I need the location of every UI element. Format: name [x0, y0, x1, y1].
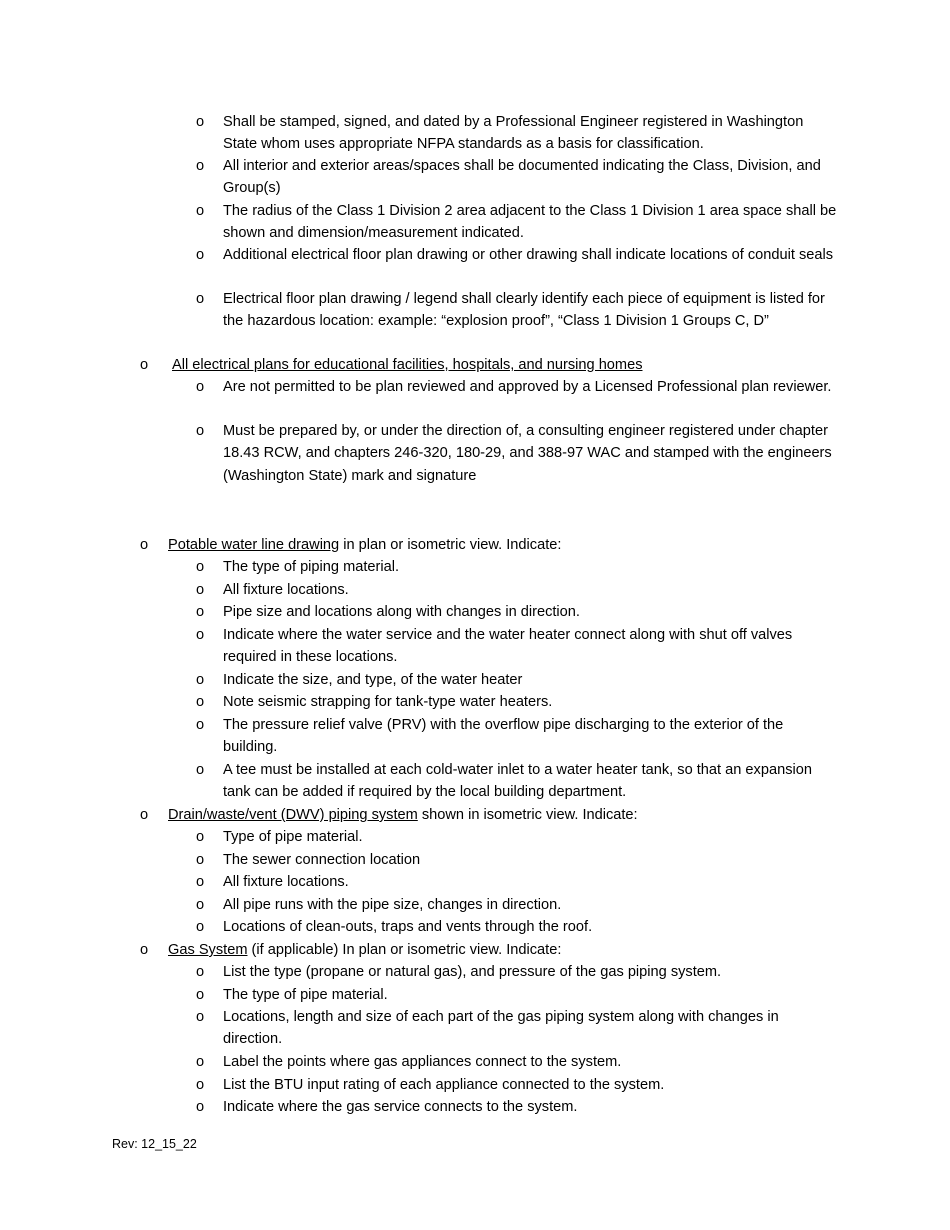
list-item-text: Note seismic strapping for tank-type water heaters. — [223, 694, 553, 710]
list-item-text: Must be prepared by, or under the direction of, a consulting engineer registered under chapter 18.43 RCW, and chapters 246-320, 180-29, and 388-97 WAC and stamped with the engineers (Washington State) mark and signature — [223, 423, 832, 484]
bullet: o — [196, 964, 205, 980]
heading-label: Potable water line drawing — [168, 537, 340, 553]
heading-rest: in plan or isometric view. Indicate: — [339, 537, 562, 553]
list-item-text: Are not permitted to be plan reviewed and approved by a Licensed Professional plan reviewer. — [223, 379, 832, 395]
bullet: o — [196, 874, 205, 890]
bullet: o — [196, 829, 205, 845]
bullet: o — [196, 604, 205, 620]
list-item-text: The type of piping material. — [223, 559, 400, 575]
list-item-text: Indicate where the water service and the water heater connect along with shut off valves required in these locations. — [223, 627, 793, 666]
heading-rest: shown in isometric view. Indicate: — [417, 807, 638, 823]
list-item-text: Additional electrical floor plan drawing or other drawing shall indicate locations of conduit seals — [223, 247, 834, 263]
bullet: o — [140, 357, 149, 373]
list-item-text: Pipe size and locations along with changes in direction. — [223, 604, 580, 620]
heading-rest: (if applicable) In plan or isometric view. Indicate: — [247, 942, 562, 958]
bullet: o — [196, 203, 205, 219]
bullet: o — [196, 559, 205, 575]
bullet: o — [196, 852, 205, 868]
list-item-text: The sewer connection location — [223, 852, 421, 868]
bullet: o — [196, 627, 205, 643]
bullet: o — [196, 919, 205, 935]
heading-label: Drain/waste/vent (DWV) piping system — [168, 807, 418, 823]
bullet: o — [196, 158, 205, 174]
list-item-text: The radius of the Class 1 Division 2 area adjacent to the Class 1 Division 1 area space shall be shown and dimension/measurement indicated. — [223, 203, 837, 242]
list-item-text: The pressure relief valve (PRV) with the overflow pipe discharging to the exterior of the building. — [223, 717, 784, 756]
list-item-text: Label the points where gas appliances connect to the system. — [223, 1054, 622, 1070]
bullet: o — [196, 379, 205, 395]
bullet: o — [196, 717, 205, 733]
list-item-text: The type of pipe material. — [223, 987, 388, 1003]
bullet: o — [196, 423, 205, 439]
list-item-text: List the type (propane or natural gas), and pressure of the gas piping system. — [223, 964, 722, 980]
list-item-text: Locations, length and size of each part of the gas piping system along with changes in direction. — [223, 1009, 779, 1048]
bullet: o — [196, 1054, 205, 1070]
list-item-text: All interior and exterior areas/spaces shall be documented indicating the Class, Division, and Group(s) — [223, 158, 821, 197]
heading-label: All electrical plans for educational facilities, hospitals, and nursing homes — [172, 357, 643, 373]
bullet: o — [196, 987, 205, 1003]
list-item-text: Locations of clean-outs, traps and vents through the roof. — [223, 919, 593, 935]
list-item-text: Indicate where the gas service connects to the system. — [223, 1099, 578, 1115]
list-item-text: All fixture locations. — [223, 582, 349, 598]
heading-label: Gas System — [168, 942, 248, 958]
bullet: o — [196, 897, 205, 913]
bullet: o — [140, 537, 149, 553]
bullet: o — [140, 942, 149, 958]
list-item-text: All pipe runs with the pipe size, changes in direction. — [223, 897, 562, 913]
bullet: o — [196, 247, 205, 263]
revision-footer: Rev: 12_15_22 — [112, 1137, 197, 1151]
bullet: o — [196, 1099, 205, 1115]
bullet: o — [196, 291, 205, 307]
list-item-text: Electrical floor plan drawing / legend shall clearly identify each piece of equipment is listed for the hazardous location: example: “explosion proof”, “Class 1 Division 1 Groups C, D” — [223, 291, 825, 330]
list-item-text: All fixture locations. — [223, 874, 349, 890]
bullet: o — [196, 582, 205, 598]
bullet: o — [196, 672, 205, 688]
list-item-text: List the BTU input rating of each appliance connected to the system. — [223, 1077, 665, 1093]
bullet: o — [196, 694, 205, 710]
list-item-text: Indicate the size, and type, of the water heater — [223, 672, 523, 688]
bullet: o — [196, 1077, 205, 1093]
bullet: o — [140, 807, 149, 823]
bullet: o — [196, 1009, 205, 1025]
bullet: o — [196, 762, 205, 778]
list-item-text: A tee must be installed at each cold-water inlet to a water heater tank, so that an expansion tank can be added if required by the local building department. — [223, 762, 812, 801]
list-item-text: Type of pipe material. — [223, 829, 363, 845]
bullet: o — [196, 114, 205, 130]
list-item-text: Shall be stamped, signed, and dated by a Professional Engineer registered in Washington State whom uses appropriate NFPA standards as a basis for classification. — [223, 114, 804, 153]
